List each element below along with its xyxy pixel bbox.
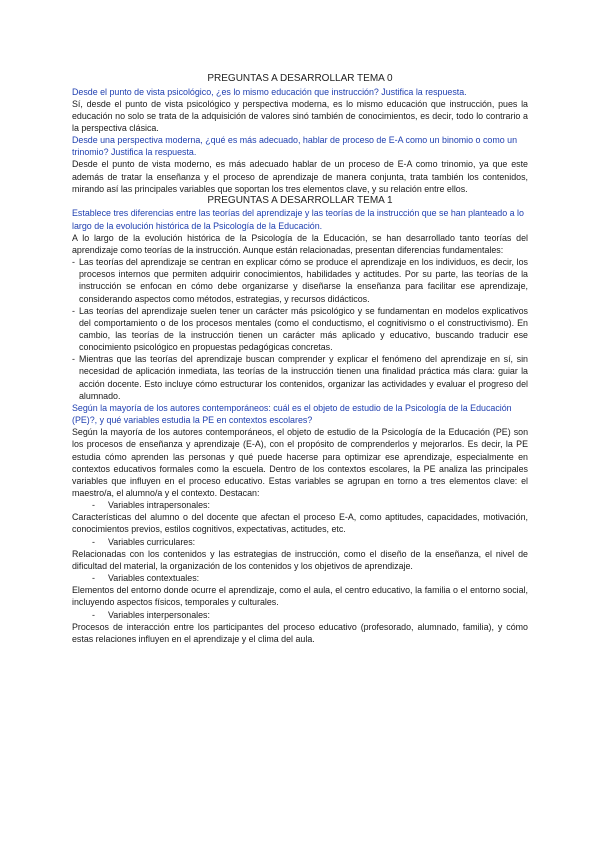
document-page	[72, 73, 528, 645]
tema1-question-2: Según la mayoría de los autores contemporáneos: cuál es el objeto de estudio de la Psicología de la Educación (PE)?, y qué variables estudia la PE en contextos escolares?	[72, 402, 512, 426]
tema0-answer-2: Desde el punto de vista moderno, es más adecuado hablar de un proceso de E-A como trinomio, ya que este además de tratar la enseñanza y el proceso de aprendizaje de manera conjunta, trata también los contenidos, mirando así las principales variables que soportan los tres elementos clave, y su relación entre ellos.	[72, 159, 528, 194]
tema0-question-1: Desde el punto de vista psicológico, ¿es lo mismo educación que instrucción? Justifica la respuesta.	[72, 86, 467, 97]
variable-description: Relacionadas con los contenidos y las estrategias de instrucción, como el diseño de la enseñanza, el nivel de dificultad del material, la organización de los contenidos y los objetivos de aprendizaje.	[72, 548, 528, 571]
tema1-heading: PREGUNTAS A DESARROLLAR TEMA 1	[207, 194, 393, 206]
variable-label: - Variables curriculares:	[92, 536, 196, 547]
variable-description: Elementos del entorno donde ocurre el aprendizaje, como el aula, el centro educativo, la familia o el entorno social, incluyendo aspectos físicos, temporales y culturales.	[72, 585, 528, 608]
variable-description: Procesos de interacción entre los participantes del proceso educativo (profesorado, alumnado, familia), y cómo estas relaciones influyen en el aprendizaje y el clima del aula.	[72, 621, 528, 644]
tema1-answer-1-intro: A lo largo de la evolución histórica de la Psicología de la Educación, se han desarrollado tanto teorías del aprendizaje como teorías de la instrucción. Aunque están relacionadas, presentan diferencias fundamentales:	[72, 232, 528, 255]
list-item: - Mientras que las teorías del aprendizaje buscan comprender y explicar el fenómeno del aprendizaje en sí, sin necesidad de aplicación inmediata, las teorías de la instrucción tienen una finalidad práctica más clara: guiar la acción docente. Esto incluye cómo estructurar los contenidos, organizar las actividades y evaluar el progreso del alumnado.	[72, 354, 528, 401]
list-item: - Las teorías del aprendizaje suelen tener un carácter más psicológico y se fundamentan en modelos explicativos del comportamiento o de los procesos mentales (como el conductismo, el cognitivismo o el constructivismo). En cambio, las teorías de la instrucción tienen un carácter más aplicado y educativo, buscando traducir ese conocimiento psicológico en propuestas pedagógicas concretas.	[72, 305, 528, 353]
tema0-answer-1: Sí, desde el punto de vista psicológico y perspectiva moderna, es lo mismo educación que instrucción, pues la educación no solo se trata de la adquisición de valores sinó también de conocimientos, es decir, todo lo contrario a la perspectiva clásica.	[72, 98, 528, 133]
variable-label: - Variables contextuales:	[92, 573, 200, 584]
variable-label: - Variables interpersonales:	[92, 609, 210, 620]
variable-label: - Variables intrapersonales:	[92, 500, 210, 511]
tema0-question-2: Desde una perspectiva moderna, ¿qué es más adecuado, hablar de proceso de E-A como un binomio o como un trinomio? Justifica la respuesta.	[72, 135, 518, 158]
variable-description: Características del alumno o del docente que afectan el proceso E-A, como aptitudes, capacidades, motivación, conocimientos previos, estilos cognitivos, expectativas, actitudes, etc.	[72, 512, 528, 535]
bullet-text: Las teorías del aprendizaje suelen tener un carácter más psicológico y se fundamentan en modelos explicativos del comportamiento o de los procesos mentales (como el conductismo, el cognitivismo o el constructivismo). En cambio, las teorías de la instrucción tienen un carácter más aplicado y educativo, buscando traducir ese conocimiento psicológico en propuestas pedagógicas concretas.	[79, 305, 528, 353]
tema0-heading: PREGUNTAS A DESARROLLAR TEMA 0	[207, 73, 393, 84]
bullet-text: Las teorías del aprendizaje se centran en explicar cómo se produce el aprendizaje en los individuos, es decir, los procesos internos que permiten adquirir conocimientos, habilidades y actitudes. Por su parte, las teorías de la instrucción se enfocan en cómo debe organizarse y diseñarse la enseñanza para facilitar ese aprendizaje, considerando aspectos como métodos, estrategias, y recursos didácticos.	[79, 257, 528, 304]
list-item: - Las teorías del aprendizaje se centran en explicar cómo se produce el aprendizaje en los individuos, es decir, los procesos internos que permiten adquirir conocimientos, habilidades y actitudes. Por su parte, las teorías de la instrucción se enfocan en cómo debe organizarse y diseñarse la enseñanza para facilitar ese aprendizaje, considerando aspectos como métodos, estrategias, y recursos didácticos.	[72, 257, 528, 304]
bullet-text: Mientras que las teorías del aprendizaje buscan comprender y explicar el fenómeno del aprendizaje en sí, sin necesidad de aplicación inmediata, las teorías de la instrucción tienen una finalidad práctica más clara: guiar la acción docente. Esto incluye cómo estructurar los contenidos, organizar las actividades y evaluar el progreso del alumnado.	[79, 354, 528, 401]
tema1-question-1: Establece tres diferencias entre las teorías del aprendizaje y las teorías de la instrucción que se han planteado a lo largo de la evolución histórica de la Psicología de la Educación.	[72, 208, 524, 231]
tema1-answer-2-intro: Según la mayoría de los autores contemporáneos, el objeto de estudio de la Psicología de la Educación (PE) son los procesos de enseñanza y aprendizaje (E-A), con el propósito de comprenderlos y mejorarlos. Es decir, la PE estudia cómo aprenden las personas y qué puede hacerse para optimizar ese aprendizaje, especialmente en contextos educativos formales como la escuela. Dentro de los contextos escolares, la PE analiza las principales variables que influyen en el proceso educativo. Estas variables se agrupan en torno a tres elementos clave: el maestro/a, el alumno/a y el contexto. Destacan:	[72, 427, 528, 498]
